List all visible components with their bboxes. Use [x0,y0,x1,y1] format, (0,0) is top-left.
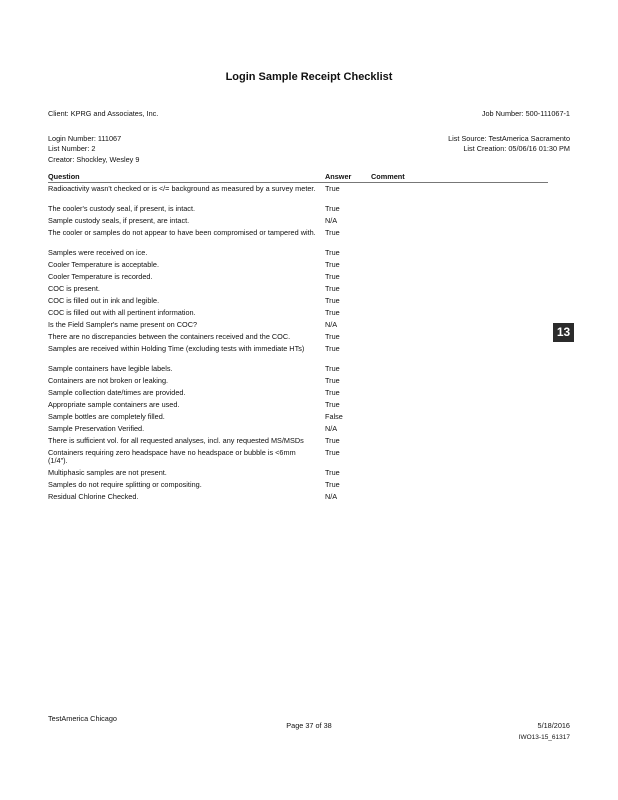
footer-page: Page 37 of 38 [286,721,332,730]
header-comment: Comment [371,172,405,181]
page-title: Login Sample Receipt Checklist [225,71,393,83]
row-question: Samples are received within Holding Time (excluding tests with immediate HTs) [48,344,305,353]
row-question: COC is filled out in ink and legible. [48,296,160,305]
table-row [48,493,548,505]
row-answer: True [325,400,340,409]
table-row [48,345,548,365]
row-answer: True [325,284,340,293]
row-answer: N/A [325,216,338,225]
row-answer: True [325,332,340,341]
row-question: Samples do not require splitting or compositing. [48,480,202,489]
row-question: Residual Chlorine Checked. [48,492,139,501]
row-answer: True [325,436,340,445]
row-question: There are no discrepancies between the containers received and the COC. [48,332,291,341]
list-source: List Source: TestAmerica Sacramento [448,134,570,143]
row-question: Cooler Temperature is recorded. [48,272,153,281]
row-answer: True [325,364,340,373]
row-question: Is the Field Sampler's name present on COC? [48,320,198,329]
row-answer: N/A [325,424,338,433]
footer-lab: TestAmerica Chicago [48,714,117,723]
row-answer: True [325,468,340,477]
table-row [48,229,548,249]
table-row [48,185,548,205]
table-row [48,449,548,469]
footer-doc-id: IWO13-15_61317 [518,734,570,741]
row-answer: True [325,260,340,269]
row-question: The cooler or samples do not appear to have been compromised or tampered with. [48,228,316,237]
row-question: Sample collection date/times are provided. [48,388,186,397]
row-question: Sample bottles are completely filled. [48,412,165,421]
list-number: List Number: 2 [48,144,96,153]
row-answer: False [325,412,343,421]
section-badge: 13 [553,323,574,342]
row-answer: N/A [325,492,338,501]
row-question: Cooler Temperature is acceptable. [48,260,159,269]
row-question: Containers requiring zero headspace have no headspace or bubble is <6mm (1/4"). [48,448,296,466]
row-answer: True [325,448,340,457]
row-question: Sample Preservation Verified. [48,424,145,433]
row-question: Appropriate sample containers are used. [48,400,180,409]
table-body [48,183,548,505]
row-answer: True [325,344,340,353]
row-answer: True [325,480,340,489]
row-answer: N/A [325,320,338,329]
table-header [48,171,548,183]
row-answer: True [325,376,340,385]
row-question: COC is filled out with all pertinent information. [48,308,196,317]
header-question: Question [48,172,80,181]
creator: Creator: Shockley, Wesley 9 [48,155,140,164]
login-number: Login Number: 111067 [48,134,122,143]
row-answer: True [325,228,340,237]
row-answer: True [325,272,340,281]
table-row [48,273,548,285]
header-answer: Answer [325,172,352,181]
row-question: Samples were received on ice. [48,248,148,257]
client-label: Client: KPRG and Associates, Inc. [48,109,159,118]
row-answer: True [325,308,340,317]
checklist-table [48,171,548,505]
row-answer: True [325,388,340,397]
row-question: Multiphasic samples are not present. [48,468,167,477]
footer-date: 5/18/2016 [537,721,570,730]
row-answer: True [325,296,340,305]
row-question: There is sufficient vol. for all requested analyses, incl. any requested MS/MSDs [48,436,304,445]
job-number: Job Number: 500-111067-1 [481,109,570,118]
row-question: Radioactivity wasn't checked or is </= background as measured by a survey meter. [48,184,316,193]
row-question: The cooler's custody seal, if present, is intact. [48,204,195,213]
row-answer: True [325,184,340,193]
row-question: Sample custody seals, if present, are intact. [48,216,190,225]
row-question: Sample containers have legible labels. [48,364,173,373]
row-question: Containers are not broken or leaking. [48,376,169,385]
row-answer: True [325,204,340,213]
row-answer: True [325,248,340,257]
list-creation: List Creation: 05/06/16 01:30 PM [463,144,570,153]
row-question: COC is present. [48,284,100,293]
